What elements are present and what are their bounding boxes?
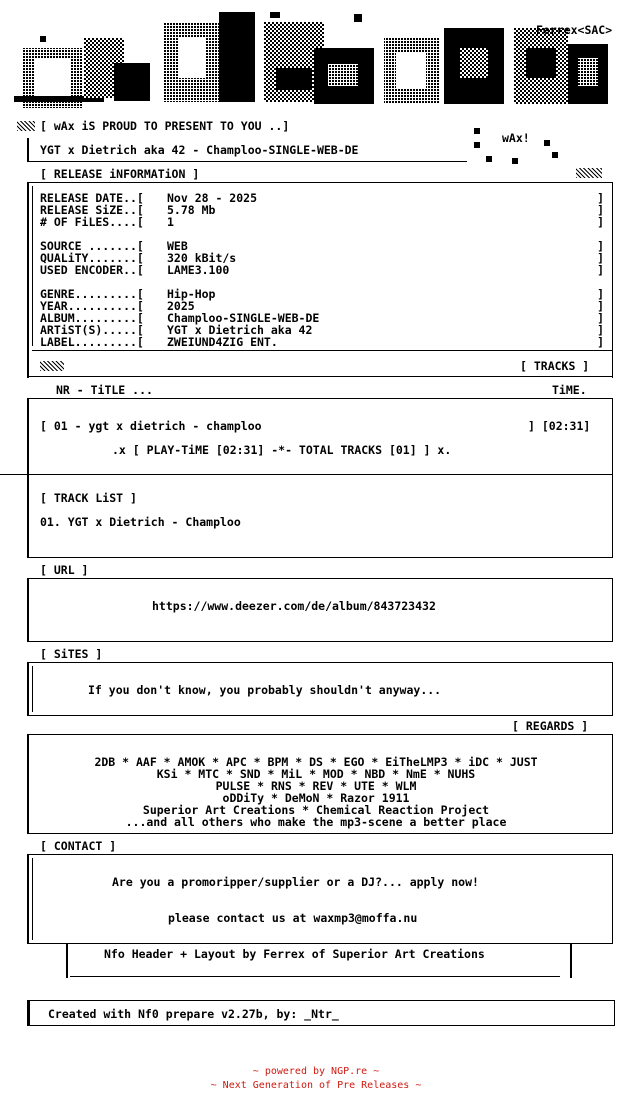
info-label: RELEASE SiZE..[ bbox=[40, 203, 144, 217]
info-label: # OF FiLES....[ bbox=[40, 215, 144, 229]
present-hatch bbox=[17, 121, 35, 131]
release-info-heading: [ RELEASE iNFORMATiON ] bbox=[40, 167, 200, 181]
regards-bottom bbox=[27, 833, 613, 834]
tracklist-item: 01. YGT x Dietrich - Champloo bbox=[40, 515, 241, 529]
regards-line: ...and all others who make the mp3-scene a better place bbox=[125, 815, 507, 829]
sites-right bbox=[612, 662, 613, 716]
release-info-hatch bbox=[576, 168, 602, 178]
deco-block bbox=[486, 156, 492, 162]
present-line: [ wAx iS PROUD TO PRESENT TO YOU ..] bbox=[40, 119, 290, 133]
release-info-right bbox=[612, 182, 613, 378]
contact-bottom bbox=[27, 943, 613, 944]
contact-apply: Are you a promoripper/supplier or a DJ?... apply now! bbox=[112, 875, 479, 889]
info-value: Hip-Hop bbox=[167, 287, 216, 301]
track-line: [ 01 - ygt x dietrich - champloo bbox=[40, 419, 262, 433]
release-info-left-inner bbox=[32, 186, 33, 346]
release-info-top bbox=[27, 182, 613, 183]
info-label: LABEL.........[ bbox=[40, 335, 144, 349]
playtime-line: .x [ PLAY-TiME [02:31] -*- TOTAL TRACKS [01] ] x. bbox=[112, 443, 452, 457]
deco-block bbox=[552, 152, 558, 158]
info-value: Champloo-SINGLE-WEB-DE bbox=[167, 311, 320, 325]
sites-top bbox=[27, 662, 613, 663]
tracks-col-line bbox=[27, 398, 613, 399]
tracks-col-time: TiME. bbox=[552, 383, 587, 397]
info-value: 1 bbox=[167, 215, 174, 229]
contact-left-inner bbox=[32, 858, 33, 940]
ngp-tagline: ~ Next Generation of Pre Releases ~ bbox=[210, 1080, 422, 1091]
wax-tag: wAx! bbox=[502, 131, 530, 145]
sites-left bbox=[27, 662, 29, 716]
info-close: ] bbox=[597, 335, 604, 349]
info-value: Nov 28 - 2025 bbox=[167, 191, 258, 205]
info-label: ALBUM.........[ bbox=[40, 311, 144, 325]
ascii-logo-art bbox=[14, 8, 614, 118]
info-value: ZWEIUND4ZIG ENT. bbox=[167, 335, 278, 349]
contact-top bbox=[27, 854, 613, 855]
info-value: YGT x Dietrich aka 42 bbox=[167, 323, 313, 337]
tracks-bottom bbox=[0, 474, 612, 475]
url-right bbox=[612, 578, 613, 642]
regards-line: KSi * MTC * SND * MiL * MOD * NBD * NmE * NUHS bbox=[156, 767, 476, 781]
info-value: 5.78 Mb bbox=[167, 203, 216, 217]
layout-credit: Nfo Header + Layout by Ferrex of Superior Art Creations bbox=[104, 947, 485, 961]
tracks-left bbox=[27, 398, 29, 474]
info-label: QUALiTY.......[ bbox=[40, 251, 144, 265]
info-close: ] bbox=[597, 287, 604, 301]
tracklist-left bbox=[27, 474, 29, 558]
track-time: ] [02:31] bbox=[528, 419, 591, 433]
tracklist-right bbox=[612, 474, 613, 558]
info-close: ] bbox=[597, 263, 604, 277]
info-label: SOURCE .......[ bbox=[40, 239, 144, 253]
info-label: RELEASE DATE..[ bbox=[40, 191, 144, 205]
tracks-right bbox=[612, 398, 613, 474]
tracks-heading-line bbox=[27, 376, 613, 377]
sites-left-inner bbox=[32, 666, 33, 712]
url-top bbox=[27, 578, 613, 579]
regards-line: oDDiTy * DeMoN * Razor 1911 bbox=[222, 791, 410, 805]
info-close: ] bbox=[597, 203, 604, 217]
regards-heading: [ REGARDS ] bbox=[512, 719, 589, 733]
credit-box-right bbox=[570, 944, 572, 978]
info-label: ARTiST(S).....[ bbox=[40, 323, 144, 337]
info-close: ] bbox=[597, 323, 604, 337]
tracklist-heading: [ TRACK LiST ] bbox=[40, 491, 137, 505]
url-bottom bbox=[27, 641, 613, 642]
deco-block bbox=[512, 158, 518, 164]
credit-box-bottom bbox=[70, 976, 560, 977]
info-close: ] bbox=[597, 191, 604, 205]
powered-by[interactable]: ~ powered by NGP.re ~ bbox=[252, 1066, 380, 1077]
info-label: GENRE.........[ bbox=[40, 287, 144, 301]
release-info-left bbox=[27, 182, 29, 378]
contact-left bbox=[27, 854, 29, 944]
info-value: WEB bbox=[167, 239, 188, 253]
contact-email[interactable]: please contact us at waxmp3@moffa.nu bbox=[168, 911, 418, 925]
info-close: ] bbox=[597, 215, 604, 229]
deco-block bbox=[474, 142, 480, 148]
url-heading: [ URL ] bbox=[40, 563, 89, 577]
contact-right bbox=[612, 854, 613, 944]
url-left bbox=[27, 578, 29, 642]
info-value: 320 kBit/s bbox=[167, 251, 237, 265]
tracklist-bottom bbox=[27, 557, 613, 558]
info-close: ] bbox=[597, 311, 604, 325]
sites-bottom bbox=[27, 715, 613, 716]
info-close: ] bbox=[597, 251, 604, 265]
created-with: Created with Nf0 prepare v2.27b, by: _Ntr_ bbox=[48, 1007, 339, 1021]
deco-block bbox=[544, 140, 550, 146]
deco-block bbox=[474, 128, 480, 134]
sites-text: If you don't know, you probably shouldn't anyway... bbox=[88, 683, 442, 697]
info-close: ] bbox=[597, 299, 604, 313]
credit-tag: Ferrex<SAC> bbox=[536, 23, 613, 37]
info-value: LAME3.100 bbox=[167, 263, 230, 277]
info-label: YEAR..........[ bbox=[40, 299, 144, 313]
regards-line: Superior Art Creations * Chemical Reaction Project bbox=[142, 803, 490, 817]
tracks-col-nr-title: NR - TiTLE ... bbox=[56, 383, 153, 397]
tracks-heading: [ TRACKS ] bbox=[520, 359, 590, 373]
tracks-hatch bbox=[40, 361, 64, 371]
info-close: ] bbox=[597, 239, 604, 253]
regards-line: PULSE * RNS * REV * UTE * WLM bbox=[215, 779, 417, 793]
release-info-bottom bbox=[32, 350, 612, 351]
contact-heading: [ CONTACT ] bbox=[40, 839, 117, 853]
credit-box-left bbox=[66, 944, 68, 978]
ascii-logo bbox=[14, 8, 614, 118]
regards-top bbox=[27, 734, 613, 735]
regards-line: 2DB * AAF * AMOK * APC * BPM * DS * EGO * EiTheLMP3 * iDC * JUST bbox=[94, 755, 538, 769]
title-box-bottom bbox=[27, 161, 467, 162]
info-value: 2025 bbox=[167, 299, 195, 313]
url-link[interactable]: https://www.deezer.com/de/album/843723432 bbox=[152, 599, 436, 613]
info-label: USED ENCODER..[ bbox=[40, 263, 144, 277]
sites-heading: [ SiTES ] bbox=[40, 647, 103, 661]
release-title: YGT x Dietrich aka 42 - Champloo-SINGLE-WEB-DE bbox=[40, 143, 359, 157]
title-box-left bbox=[27, 138, 29, 162]
